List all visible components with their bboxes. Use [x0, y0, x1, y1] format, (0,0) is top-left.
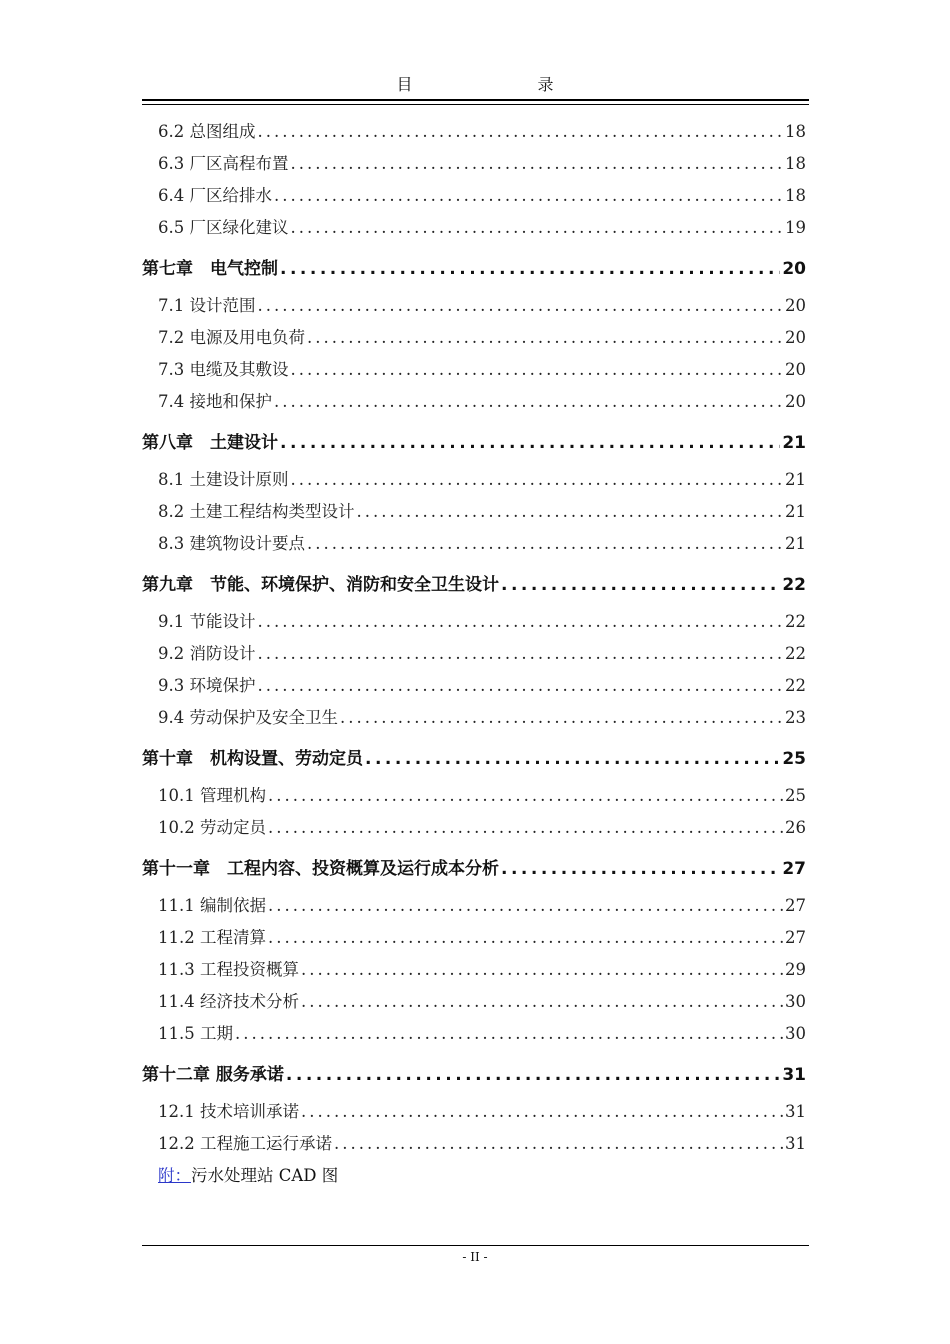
toc-dot-leader: [291, 354, 784, 386]
toc-dot-leader: [258, 290, 784, 322]
toc-entry-page: 30: [785, 992, 806, 1011]
toc-dot-leader: [274, 180, 783, 212]
toc-dot-leader: [286, 1054, 780, 1096]
toc-entry-label: 第八章 土建设计: [142, 433, 278, 453]
toc-entry-page: 31: [782, 1065, 806, 1085]
appendix-link[interactable]: 附：: [158, 1166, 191, 1185]
toc-section-entry[interactable]: [142, 638, 806, 670]
toc-entry-label: 11.4 经济技术分析: [158, 992, 299, 1011]
toc-dot-leader: [340, 702, 783, 734]
toc-dot-leader: [280, 422, 780, 464]
toc-entry-label: 第九章 节能、环境保护、消防和安全卫生设计: [142, 575, 499, 595]
toc-entry-page: 25: [782, 749, 806, 769]
table-of-contents: [142, 116, 806, 1192]
toc-section-entry[interactable]: [142, 528, 806, 560]
toc-entry-page: 31: [785, 1102, 806, 1121]
toc-entry-page: 20: [785, 360, 806, 379]
toc-entry-label: 6.5 厂区绿化建议: [158, 218, 289, 237]
toc-entry-page: 18: [785, 122, 806, 141]
toc-entry-label: 7.2 电源及用电负荷: [158, 328, 305, 347]
toc-dot-leader: [235, 1018, 783, 1050]
toc-entry-page: 27: [782, 859, 806, 879]
toc-entry-label: 第十二章 服务承诺: [142, 1065, 284, 1085]
toc-entry-label: 10.2 劳动定员: [158, 818, 266, 837]
toc-entry-label: 6.4 厂区给排水: [158, 186, 272, 205]
toc-dot-leader: [307, 528, 783, 560]
toc-entry-label: 9.3 环境保护: [158, 676, 256, 695]
toc-dot-leader: [268, 922, 783, 954]
toc-chapter-entry[interactable]: [142, 738, 806, 780]
toc-dot-leader: [268, 890, 783, 922]
toc-entry-page: 21: [785, 534, 806, 553]
toc-dot-leader: [280, 248, 780, 290]
toc-dot-leader: [501, 848, 780, 890]
toc-entry-page: 25: [785, 786, 806, 805]
toc-entry-page: 27: [785, 928, 806, 947]
toc-section-entry[interactable]: [142, 386, 806, 418]
toc-entry-page: 22: [785, 612, 806, 631]
toc-entry-label: 6.3 厂区高程布置: [158, 154, 289, 173]
toc-entry-label: 9.1 节能设计: [158, 612, 256, 631]
toc-entry-page: 22: [782, 575, 806, 595]
toc-chapter-entry[interactable]: [142, 848, 806, 890]
toc-section-entry[interactable]: [142, 812, 806, 844]
toc-chapter-entry[interactable]: [142, 1054, 806, 1096]
toc-dot-leader: [291, 464, 784, 496]
toc-dot-leader: [258, 670, 784, 702]
toc-entry-page: 20: [785, 392, 806, 411]
toc-entry-label: 11.5 工期: [158, 1024, 233, 1043]
toc-section-entry[interactable]: [142, 1018, 806, 1050]
toc-section-entry[interactable]: [142, 322, 806, 354]
toc-section-entry[interactable]: [142, 954, 806, 986]
toc-entry-page: 26: [785, 818, 806, 837]
toc-section-entry[interactable]: [142, 148, 806, 180]
toc-chapter-entry[interactable]: [142, 422, 806, 464]
toc-entry-page: 20: [782, 259, 806, 279]
toc-section-entry[interactable]: [142, 890, 806, 922]
toc-entry-label: 12.2 工程施工运行承诺: [158, 1134, 332, 1153]
toc-entry-label: 8.3 建筑物设计要点: [158, 534, 305, 553]
toc-section-entry[interactable]: [142, 922, 806, 954]
toc-entry-label: 9.4 劳动保护及安全卫生: [158, 708, 338, 727]
toc-entry-page: 20: [785, 328, 806, 347]
toc-entry-label: 10.1 管理机构: [158, 786, 266, 805]
toc-entry-page: 18: [785, 186, 806, 205]
header-rule-thick: [142, 99, 809, 101]
toc-dot-leader: [291, 212, 784, 244]
toc-entry-page: 30: [785, 1024, 806, 1043]
toc-entry-page: 20: [785, 296, 806, 315]
footer-page-number: - II -: [462, 1250, 488, 1264]
toc-section-entry[interactable]: [142, 1128, 806, 1160]
toc-section-entry[interactable]: [142, 986, 806, 1018]
toc-section-entry[interactable]: [142, 464, 806, 496]
toc-entry-page: 21: [782, 433, 806, 453]
toc-entry-page: 29: [785, 960, 806, 979]
toc-entry-label: 第十一章 工程内容、投资概算及运行成本分析: [142, 859, 499, 879]
toc-chapter-entry[interactable]: [142, 564, 806, 606]
toc-dot-leader: [301, 954, 783, 986]
toc-dot-leader: [301, 1096, 783, 1128]
toc-dot-leader: [274, 386, 783, 418]
toc-entry-label: 9.2 消防设计: [158, 644, 256, 663]
toc-chapter-entry[interactable]: [142, 248, 806, 290]
toc-entry-page: 18: [785, 154, 806, 173]
toc-entry-page: 21: [785, 470, 806, 489]
toc-dot-leader: [357, 496, 784, 528]
toc-entry-page: 22: [785, 676, 806, 695]
toc-entry-label: 8.2 土建工程结构类型设计: [158, 502, 355, 521]
toc-entry-page: 23: [785, 708, 806, 727]
toc-section-entry[interactable]: [142, 606, 806, 638]
header-rule-thin: [142, 104, 809, 105]
toc-dot-leader: [258, 116, 784, 148]
appendix-text: 污水处理站 CAD 图: [191, 1166, 339, 1185]
toc-entry-label: 第十章 机构设置、劳动定员: [142, 749, 363, 769]
page-header-title: 目 录: [396, 75, 614, 94]
toc-entry-label: 6.2 总图组成: [158, 122, 256, 141]
toc-dot-leader: [268, 780, 783, 812]
toc-dot-leader: [258, 606, 784, 638]
footer-rule: [142, 1245, 809, 1246]
toc-section-entry[interactable]: [142, 290, 806, 322]
toc-entry-label: 第七章 电气控制: [142, 259, 278, 279]
toc-entry-page: 22: [785, 644, 806, 663]
toc-section-entry[interactable]: [142, 180, 806, 212]
toc-section-entry[interactable]: [142, 1096, 806, 1128]
toc-entry-label: 12.1 技术培训承诺: [158, 1102, 299, 1121]
toc-dot-leader: [291, 148, 784, 180]
appendix-entry: [142, 1160, 806, 1192]
toc-entry-page: 31: [785, 1134, 806, 1153]
toc-entry-page: 19: [785, 218, 806, 237]
toc-entry-label: 11.3 工程投资概算: [158, 960, 299, 979]
toc-entry-label: 11.2 工程清算: [158, 928, 266, 947]
toc-section-entry[interactable]: [142, 116, 806, 148]
toc-section-entry[interactable]: [142, 212, 806, 244]
toc-dot-leader: [301, 986, 783, 1018]
toc-dot-leader: [307, 322, 783, 354]
toc-section-entry[interactable]: [142, 354, 806, 386]
toc-dot-leader: [258, 638, 784, 670]
toc-section-entry[interactable]: [142, 780, 806, 812]
toc-dot-leader: [365, 738, 780, 780]
toc-section-entry[interactable]: [142, 496, 806, 528]
toc-dot-leader: [501, 564, 780, 606]
toc-entry-label: 7.3 电缆及其敷设: [158, 360, 289, 379]
toc-section-entry[interactable]: [142, 702, 806, 734]
toc-entry-label: 11.1 编制依据: [158, 896, 266, 915]
toc-entry-label: 7.4 接地和保护: [158, 392, 272, 411]
toc-dot-leader: [268, 812, 783, 844]
toc-entry-label: 8.1 土建设计原则: [158, 470, 289, 489]
toc-entry-page: 21: [785, 502, 806, 521]
toc-entry-label: 7.1 设计范围: [158, 296, 256, 315]
toc-dot-leader: [334, 1128, 783, 1160]
toc-entry-page: 27: [785, 896, 806, 915]
toc-section-entry[interactable]: [142, 670, 806, 702]
